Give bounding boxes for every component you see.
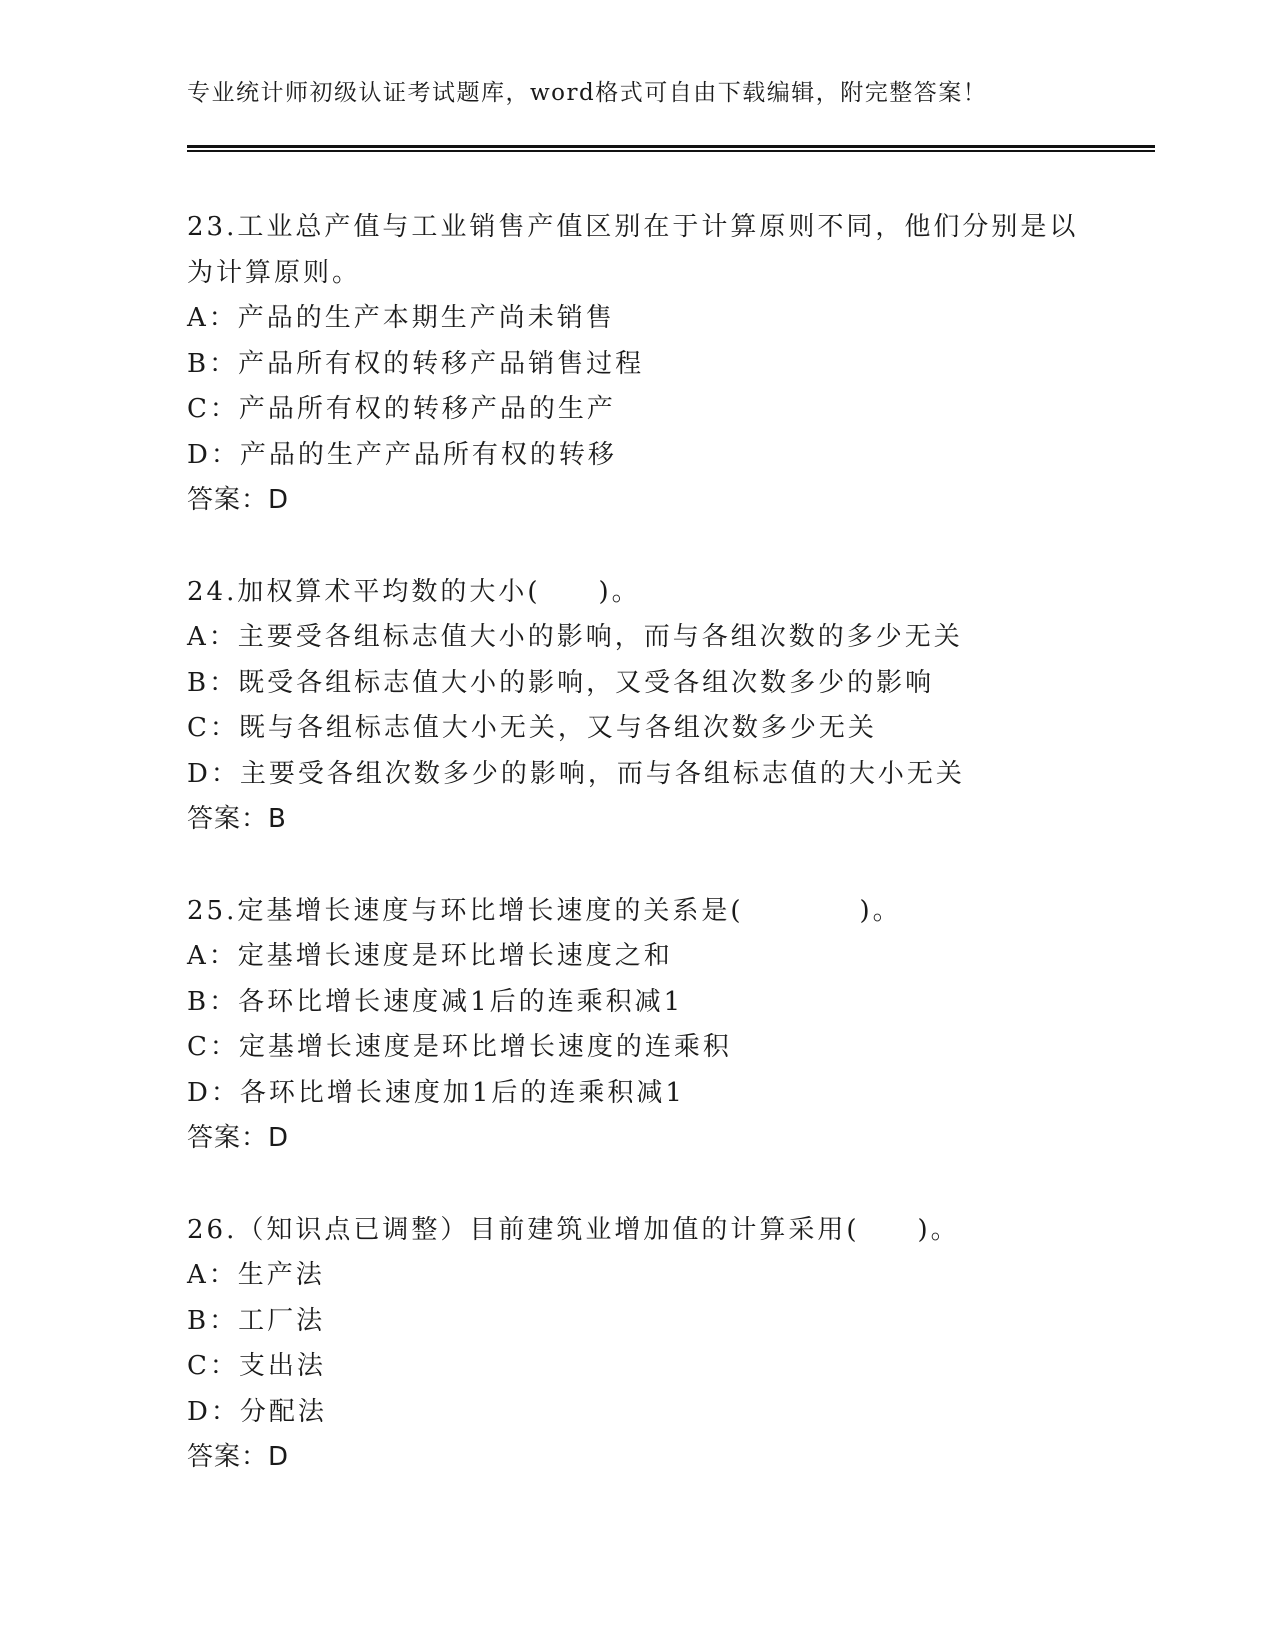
option-b: B：既受各组标志值大小的影响，又受各组次数多少的影响 xyxy=(187,667,935,698)
option-d: D：产品的生产产品所有权的转移 xyxy=(187,439,617,470)
option-c: C：定基增长速度是环比增长速度的连乘积 xyxy=(187,1032,732,1062)
option-b: B：产品所有权的转移产品销售过程 xyxy=(187,348,645,379)
option-a: A：产品的生产本期生产尚未销售 xyxy=(187,303,615,333)
answer: 答案：D xyxy=(187,1123,290,1153)
answer: 答案：D xyxy=(187,485,290,515)
question-24 xyxy=(187,570,1117,843)
question-stem: 23.工业总产值与工业销售产值区别在于计算原则不同，他们分别是以 xyxy=(187,212,1079,242)
header-rule-thick xyxy=(187,145,1155,148)
question-stem: 25.定基增长速度与环比增长速度的关系是( )。 xyxy=(187,895,902,926)
option-d: D：主要受各组次数多少的影响，而与各组标志值的大小无关 xyxy=(187,758,965,789)
question-list xyxy=(187,205,1117,1527)
header-rule-thin xyxy=(187,150,1155,152)
answer: 答案：D xyxy=(187,1442,290,1472)
document-header: 专业统计师初级认证考试题库，word格式可自由下载编辑，附完整答案！ xyxy=(187,80,988,106)
answer: 答案：B xyxy=(187,804,287,834)
option-b: B：各环比增长速度减1后的连乘积减1 xyxy=(187,986,684,1017)
option-a: A：生产法 xyxy=(187,1260,325,1290)
option-d: D：分配法 xyxy=(187,1396,327,1427)
option-a: A：主要受各组标志值大小的影响，而与各组次数的多少无关 xyxy=(187,622,963,652)
option-c: C：产品所有权的转移产品的生产 xyxy=(187,394,616,424)
question-stem: 26.（知识点已调整）目前建筑业增加值的计算采用( )。 xyxy=(187,1214,960,1245)
option-a: A：定基增长速度是环比增长速度之和 xyxy=(187,941,673,971)
question-26 xyxy=(187,1208,1117,1481)
option-c: C：支出法 xyxy=(187,1351,326,1381)
question-stem-continued: 为计算原则。 xyxy=(187,257,362,288)
option-d: D：各环比增长速度加1后的连乘积减1 xyxy=(187,1077,685,1108)
question-23 xyxy=(187,205,1117,524)
option-b: B：工厂法 xyxy=(187,1305,326,1336)
question-25 xyxy=(187,889,1117,1162)
option-c: C：既与各组标志值大小无关，又与各组次数多少无关 xyxy=(187,713,877,743)
question-stem: 24.加权算术平均数的大小( )。 xyxy=(187,576,641,607)
